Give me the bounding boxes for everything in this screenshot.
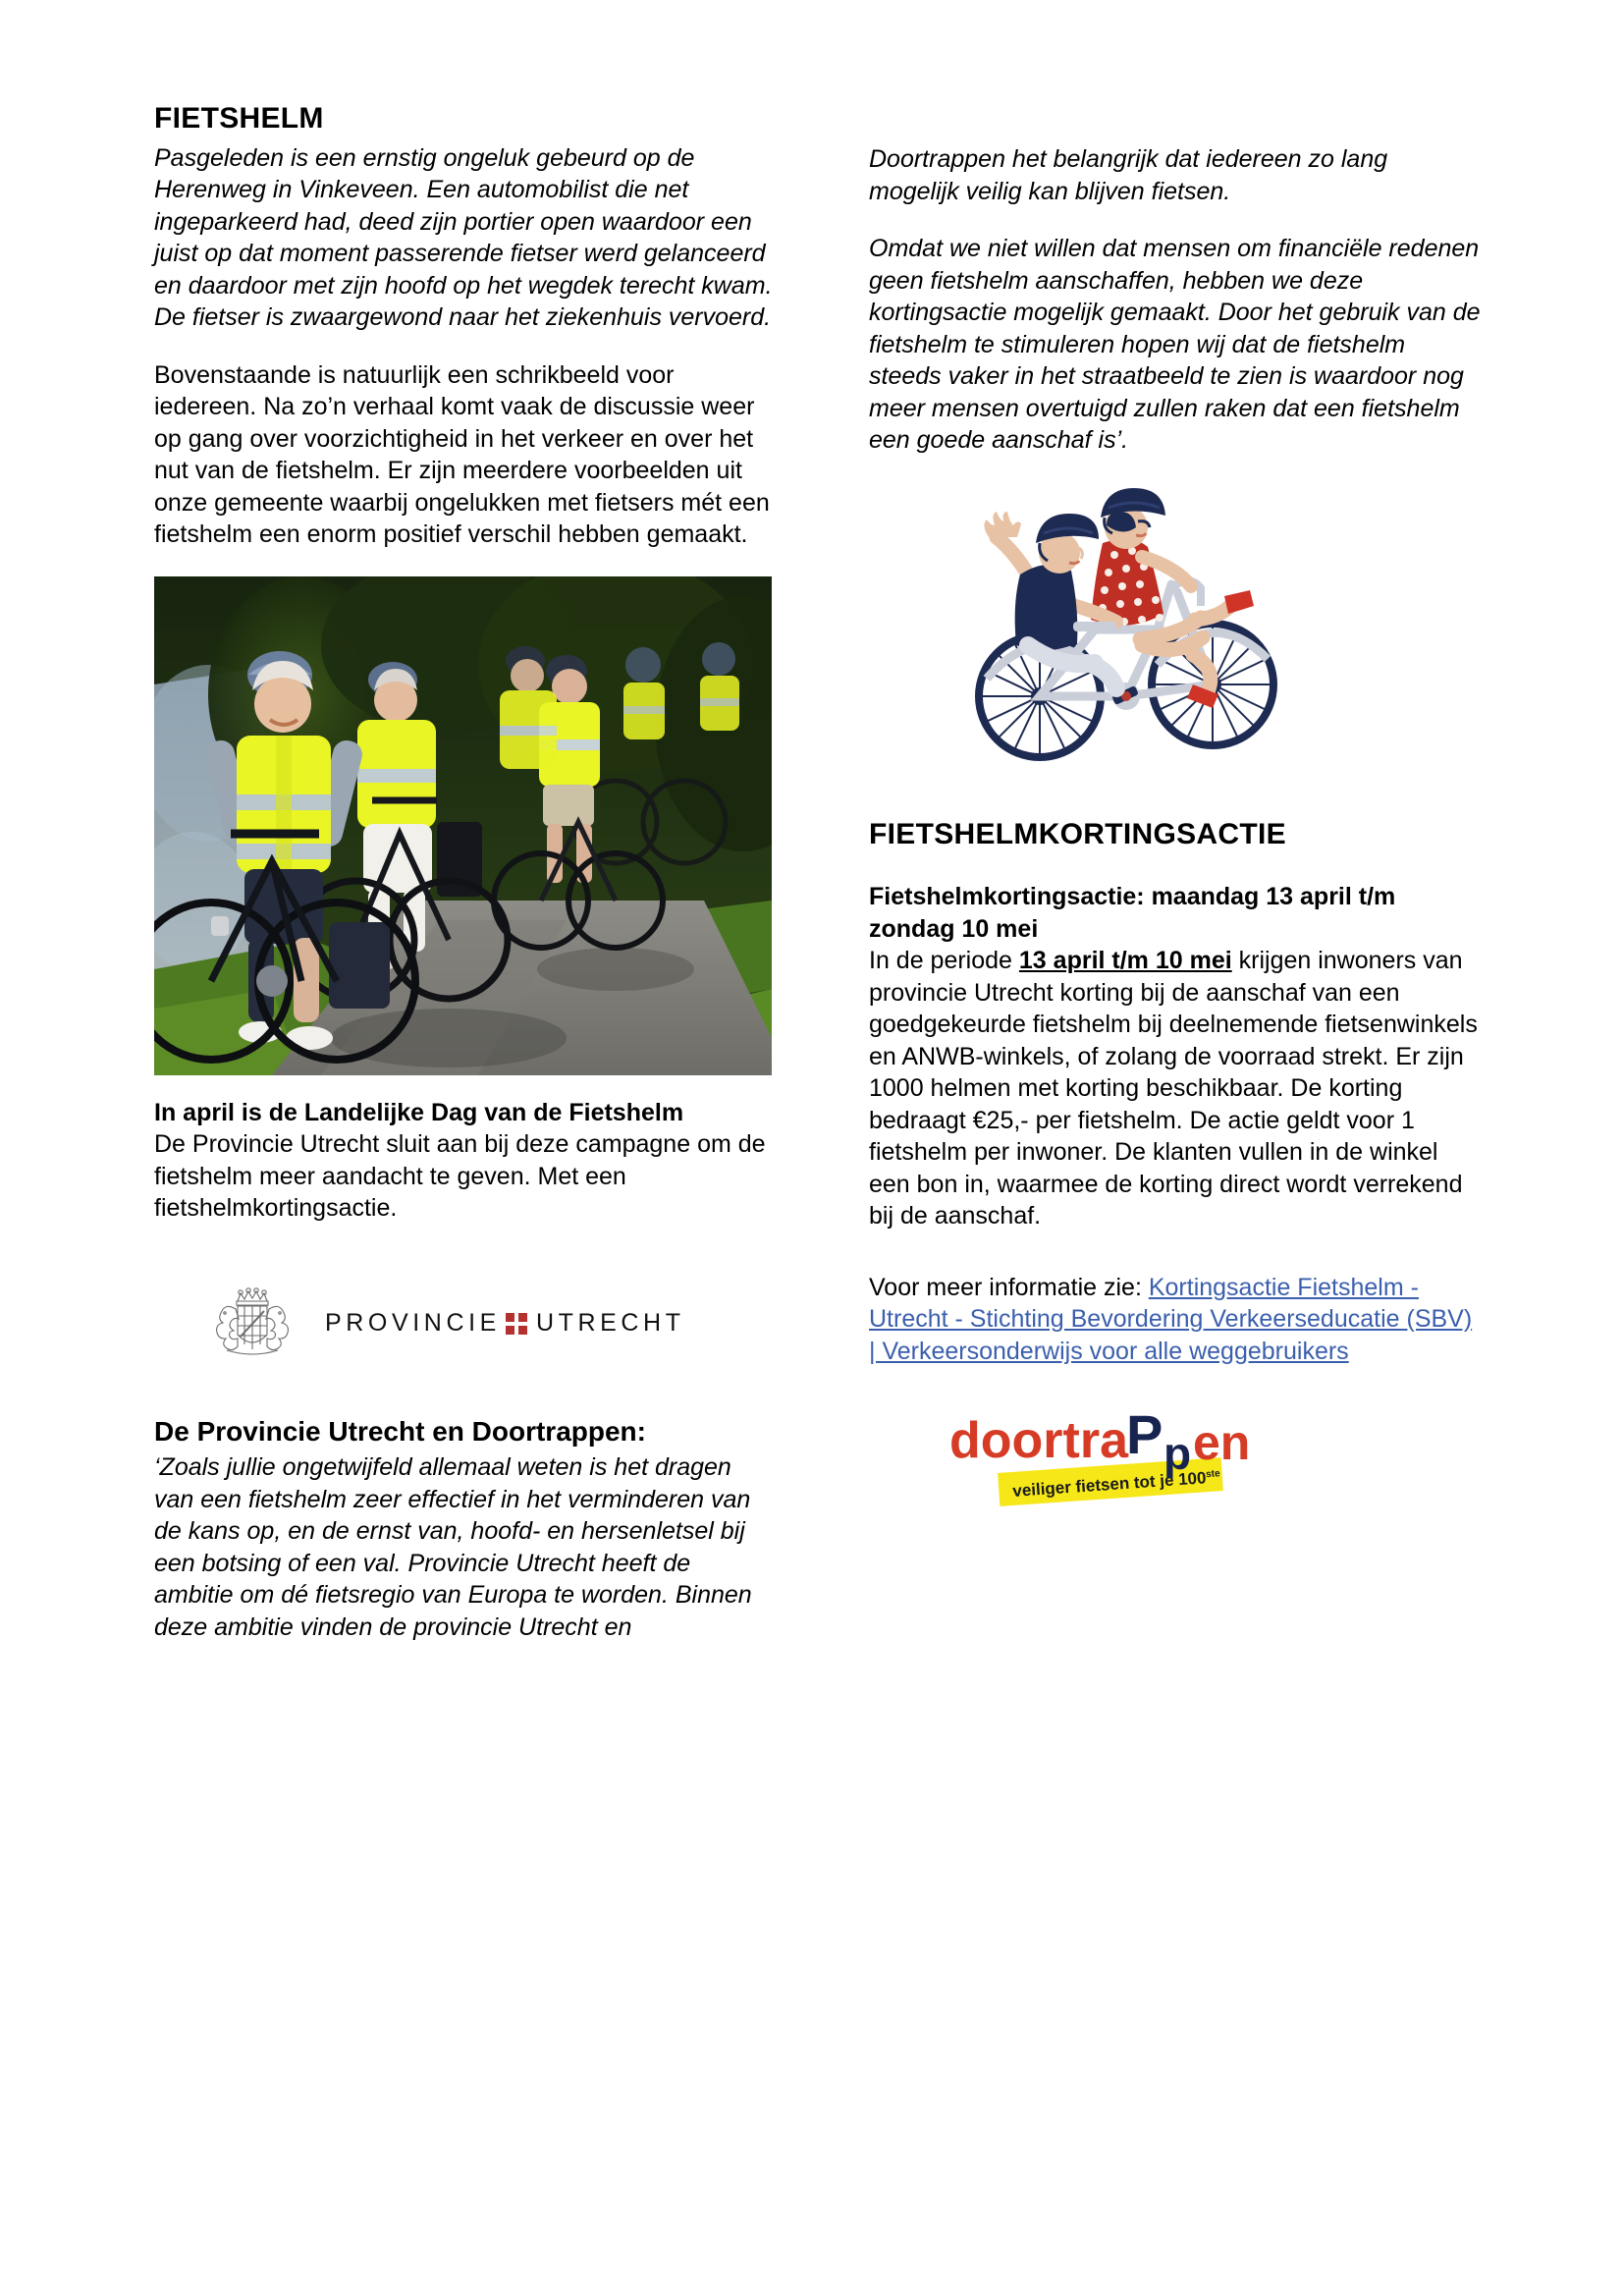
right-paragraph-1: Doortrappen het belangrijk dat iedereen zo lang mogelijk veilig kan blijven fietsen. xyxy=(869,145,1388,205)
doortrappen-logo xyxy=(940,1403,1332,1524)
doortrappen-word-c: p xyxy=(1163,1428,1192,1479)
logo-word-utrecht: UTRECHT xyxy=(535,1309,685,1337)
promo-paragraph xyxy=(869,945,1483,1232)
left-subheading: De Provincie Utrecht en Doortrappen: xyxy=(154,1415,646,1447)
promo-text-post: krijgen inwoners van provincie Utrecht korting bij de aanschaf van een goedgekeurde fietshelm bij deelnemende fietsenwinkels en ANWB-winkels, of zolang de voorraad strekt. Er zijn 1000 helmen met korting beschikbaar. De korting bedraagt €25,- per fietshelm. De actie geldt voor 1 fietshelm per inwoner. De klanten vullen in de winkel een bon in, waarmee de korting direct wordt verrekend bij de aanschaf. xyxy=(869,947,1478,1230)
more-info-paragraph xyxy=(869,1272,1483,1368)
provincie-utrecht-logo xyxy=(205,1285,773,1362)
kortingsactie-fietshelm-link[interactable]: Kortingsactie Fietshelm - Utrecht - Stichting Bevordering Verkeerseducatie (SBV) | Verkeersonderwijs voor alle weggebruikers xyxy=(869,1273,1473,1365)
promo-text-pre: In de periode xyxy=(869,947,1019,974)
left-paragraph-2: Bovenstaande is natuurlijk een schrikbeeld voor iedereen. Na zo’n verhaal komt vaak de discussie weer op gang over voorzichtigheid in het verkeer en over het nut van de fietshelm. Er zijn meerdere voorbeelden uit onze gemeente waarbij ongelukken met fietsers mét een fietshelm een enorm positief verschil hebben gemaakt. xyxy=(154,360,770,548)
right-column xyxy=(869,143,1483,1525)
right-section-title: FIETSHELMKORTINGSACTIE xyxy=(869,817,1286,850)
coat-of-arms-icon xyxy=(205,1285,299,1362)
promo-headline: Fietshelmkortingsactie: maandag 13 april t/m zondag 10 mei xyxy=(869,883,1396,943)
left-paragraph-1: Pasgeleden is een ernstig ongeluk gebeurd op de Herenweg in Vinkeveen. Een automobilist die net ingeparkeerd had, deed zijn portier open waardoor een juist op dat moment passerende fietser werd gelanceerd en daardoor met zijn hoofd op het wegdek terecht kwam. De fietser is zwaargewond naar het ziekenhuis vervoerd. xyxy=(154,143,773,331)
doortrappen-word-a: doortra xyxy=(949,1412,1128,1469)
provincie-utrecht-wordmark xyxy=(325,1309,685,1338)
promo-date-range: 13 april t/m 10 mei xyxy=(1018,947,1232,974)
left-column xyxy=(154,102,773,1668)
cyclists-photo xyxy=(154,576,772,1075)
more-info-prefix: Voor meer informatie zie: xyxy=(869,1273,1149,1301)
photo-caption-title: In april is de Landelijke Dag van de Fietshelm xyxy=(154,1098,684,1126)
right-paragraph-2: Omdat we niet willen dat mensen om financiële redenen geen fietshelm aanschaffen, hebben we deze kortingsactie mogelijk gemaakt. Door het gebruik van de fietshelm te stimuleren hopen wij dat de fietshelm steeds vaker in het straatbeeld te zien is waardoor nog meer mensen overtuigd zullen raken dat een fietshelm een goede aanschaf is’. xyxy=(869,235,1481,454)
page-title: FIETSHELM xyxy=(154,102,324,135)
doortrappen-tagline: veiliger fietsen tot je 100ste xyxy=(1011,1468,1220,1501)
cycling-couple-illustration xyxy=(930,482,1352,777)
logo-dots-icon xyxy=(506,1313,527,1335)
photo-caption-body: De Provincie Utrecht sluit aan bij deze campagne om de fietshelm meer aandacht te geven. Met een fietshelmkortingsactie. xyxy=(154,1130,766,1222)
doortrappen-word-d: en xyxy=(1193,1415,1251,1470)
doortrappen-word-b: P xyxy=(1126,1403,1163,1465)
left-paragraph-3: ‘Zoals jullie ongetwijfeld allemaal weten is het dragen van een fietshelm zeer effectief in het verminderen van de kans op, en de ernst van, hoofd- en hersenletsel bij een botsing of een val. Provincie Utrecht heeft de ambitie om dé fietsregio van Europa te worden. Binnen deze ambitie vinden de provincie Utrecht en xyxy=(154,1453,752,1641)
logo-word-provincie: PROVINCIE xyxy=(325,1309,501,1337)
